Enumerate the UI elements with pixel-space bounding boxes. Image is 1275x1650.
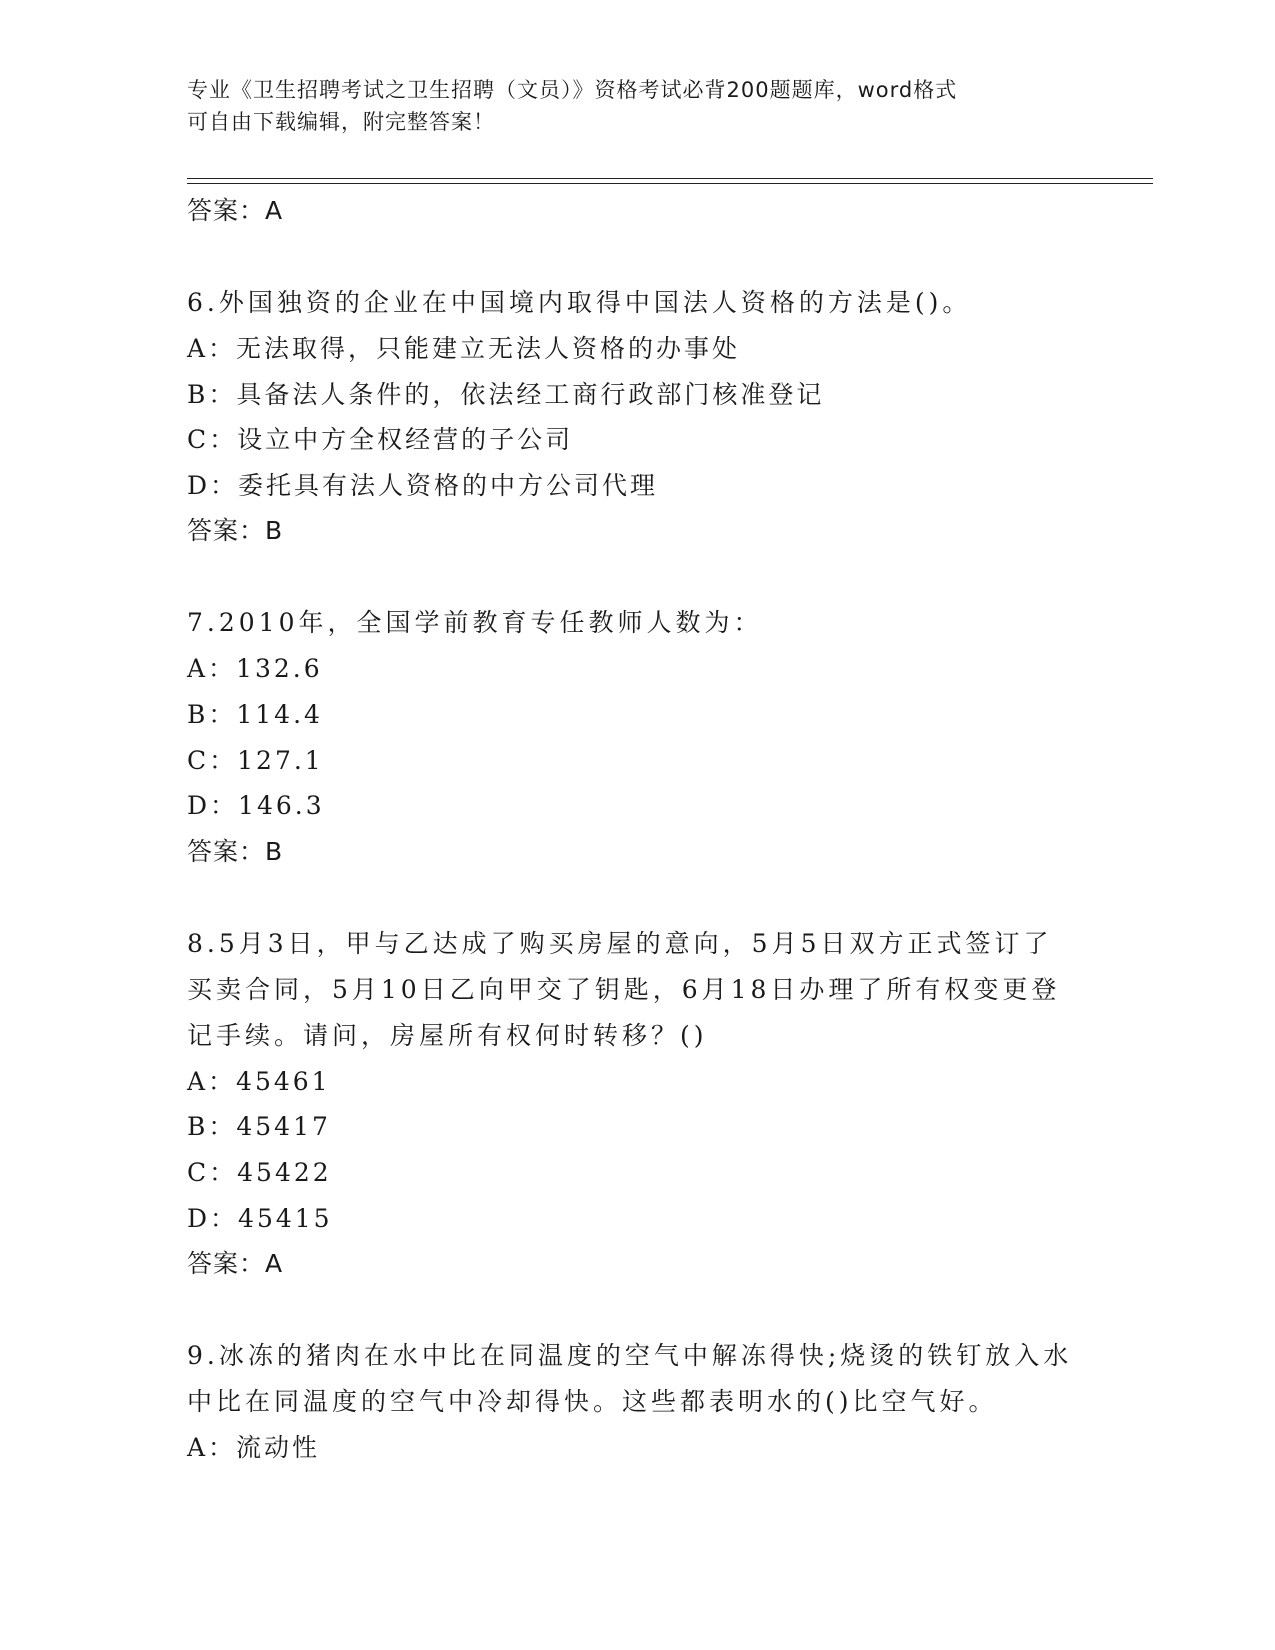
- question-stem-line-2: 买卖合同，5月10日乙向甲交了钥匙，6月18日办理了所有权变更登: [187, 974, 1061, 1004]
- question-7: [187, 600, 1087, 874]
- question-stem-line-1: 9.冰冻的猪肉在水中比在同温度的空气中解冻得快;烧烫的铁钉放入水: [187, 1341, 1073, 1371]
- option-a: A：流动性: [187, 1433, 321, 1463]
- option-a: A：132.6: [187, 654, 323, 684]
- question-stem: 6.外国独资的企业在中国境内取得中国法人资格的方法是()。: [187, 288, 972, 317]
- option-a: A：无法取得，只能建立无法人资格的办事处: [187, 334, 741, 363]
- option-b: B：45417: [187, 1112, 331, 1142]
- header-line-2: 可自由下载编辑，附完整答案！: [187, 110, 495, 134]
- answer-label: 答案：B: [187, 836, 284, 866]
- option-d: D：45415: [187, 1203, 333, 1233]
- option-d: D：146.3: [187, 791, 325, 821]
- answer-label: 答案：A: [187, 196, 284, 225]
- question-stem-line-3: 记手续。请问，房屋所有权何时转移？(): [187, 1020, 708, 1050]
- question-stem-line-1: 8.5月3日，甲与乙达成了购买房屋的意向，5月5日双方正式签订了: [187, 928, 1053, 958]
- question-stem-line-2: 中比在同温度的空气中冷却得快。这些都表明水的()比空气好。: [187, 1387, 998, 1417]
- option-c: C：45422: [187, 1157, 332, 1187]
- question-9: [187, 1333, 1087, 1471]
- header-rule-bottom: [187, 183, 1153, 184]
- document-header: [187, 74, 1067, 138]
- question-8: [187, 921, 1087, 1287]
- option-a: A：45461: [187, 1066, 331, 1096]
- option-c: C：127.1: [187, 745, 324, 775]
- header-rule-top: [187, 178, 1153, 179]
- answer-label: 答案：B: [187, 516, 284, 546]
- option-b: B：具备法人条件的，依法经工商行政部门核准登记: [187, 379, 825, 409]
- answer-label: 答案：A: [187, 1249, 284, 1279]
- question-stem: 7.2010年，全国学前教育专任教师人数为：: [187, 608, 763, 638]
- option-b: B：114.4: [187, 699, 323, 729]
- header-line-1: 专业《卫生招聘考试之卫生招聘（文员）》资格考试必背200题题库，word格式: [187, 78, 958, 102]
- question-list: [187, 188, 1087, 1471]
- option-c: C：设立中方全权经营的子公司: [187, 425, 574, 455]
- question-6: [187, 280, 1087, 554]
- option-d: D：委托具有法人资格的中方公司代理: [187, 470, 659, 500]
